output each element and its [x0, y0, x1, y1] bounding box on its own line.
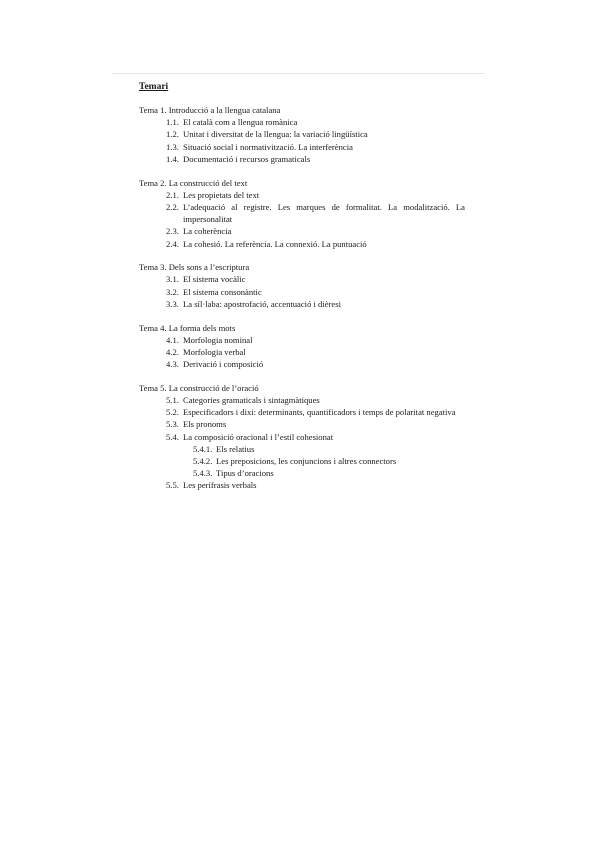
list-item [166, 238, 465, 250]
item-number: 3.1. [166, 274, 179, 285]
topic-title: Tema 1. Introducció a la llengua catalana [139, 105, 281, 115]
page-top-divider [112, 73, 485, 74]
list-item [166, 273, 465, 285]
nested-list-item [193, 443, 465, 455]
item-text: La composició oracional i l’estil cohesionat [183, 431, 334, 442]
item-number: 4.1. [166, 334, 179, 345]
topic-title: Tema 3. Dels sons a l’escriptura [139, 262, 250, 273]
item-text: L’adequació al registre. Les marques de formalitat. La modalització. La impersonalitat [183, 201, 465, 225]
list-item [166, 141, 465, 153]
list-item [166, 201, 465, 225]
topic-3 [139, 261, 465, 310]
item-number: 5.1. [166, 395, 179, 406]
list-item [166, 358, 465, 370]
item-number: 2.2. [166, 201, 179, 212]
item-text: Documentació i recursos gramaticals [183, 153, 311, 164]
item-number: 1.4. [166, 153, 179, 164]
item-text: Morfologia nominal [183, 334, 253, 345]
topic-items [139, 334, 465, 371]
item-number: 5.4. [166, 431, 179, 442]
item-text: La cohesió. La referència. La connexió. La puntuació [183, 238, 367, 249]
topic-items [139, 189, 465, 250]
item-text: Situació social i normativització. La interferència [183, 141, 353, 152]
item-text: La coherència [183, 226, 232, 237]
topic-5 [139, 382, 465, 492]
item-number: 2.3. [166, 226, 179, 237]
item-text: Les perífrasis verbals [183, 480, 257, 491]
item-number: 5.4.3. [193, 468, 213, 479]
item-number: 5.2. [166, 407, 179, 418]
list-item [166, 418, 465, 430]
item-number: 5.4.2. [193, 456, 213, 467]
item-number: 5.5. [166, 480, 179, 491]
list-item [166, 346, 465, 358]
topic-items [139, 394, 465, 492]
syllabus-content [139, 104, 465, 503]
item-text: Les propietats del text [183, 189, 260, 200]
topic-4 [139, 322, 465, 371]
list-item [166, 225, 465, 237]
item-text: Derivació i composició [183, 359, 264, 370]
list-item [166, 406, 465, 418]
item-number: 2.4. [166, 238, 179, 249]
item-number: 1.3. [166, 141, 179, 152]
item-number: 4.2. [166, 346, 179, 357]
item-text: El sistema consonàntic [183, 286, 262, 297]
item-text: La síl·laba: apostrofació, accentuació i dièresi [183, 298, 341, 309]
topic-items [139, 116, 465, 165]
list-item [166, 334, 465, 346]
item-number: 5.4.1. [193, 443, 213, 454]
item-text: El català com a llengua romànica [183, 117, 298, 128]
item-number: 1.2. [166, 129, 179, 140]
list-item [166, 298, 465, 310]
item-text: Morfologia verbal [183, 346, 246, 357]
topic-items [139, 273, 465, 310]
list-item [166, 189, 465, 201]
list-item [166, 128, 465, 140]
item-text: Categories gramaticals i sintagmàtiques [183, 395, 320, 406]
item-text: Unitat i diversitat de la llengua: la variació lingüística [183, 129, 368, 140]
item-number: 4.3. [166, 359, 179, 370]
item-number: 3.3. [166, 298, 179, 309]
nested-list-item [193, 467, 465, 479]
item-text: Especificadors i dixi: determinants, quantificadors i temps de polaritat negativa [183, 407, 456, 418]
item-number: 5.3. [166, 419, 179, 430]
item-text: Els pronoms [183, 419, 227, 430]
list-item [166, 116, 465, 128]
list-item [166, 431, 465, 443]
topic-title: Tema 5. La construcció de l’oració [139, 382, 259, 393]
list-item [166, 479, 465, 491]
item-text: Tipus d’oracions [216, 468, 274, 479]
item-number: 2.1. [166, 189, 179, 200]
topic-title: Tema 4. La forma dels mots [139, 322, 236, 333]
topic-1 [139, 104, 465, 165]
item-text: Les preposicions, les conjuncions i altres connectors [216, 456, 397, 467]
item-number: 3.2. [166, 286, 179, 297]
document-title: Temari [139, 82, 169, 92]
item-text: El sistema vocàlic [183, 274, 246, 285]
topic-title: Tema 2. La construcció del text [139, 177, 248, 188]
topic-2 [139, 177, 465, 250]
item-text: Els relatius [216, 443, 255, 454]
item-number: 1.1. [166, 117, 179, 128]
nested-list-item [193, 455, 465, 467]
list-item [166, 286, 465, 298]
list-item [166, 394, 465, 406]
list-item [166, 153, 465, 165]
